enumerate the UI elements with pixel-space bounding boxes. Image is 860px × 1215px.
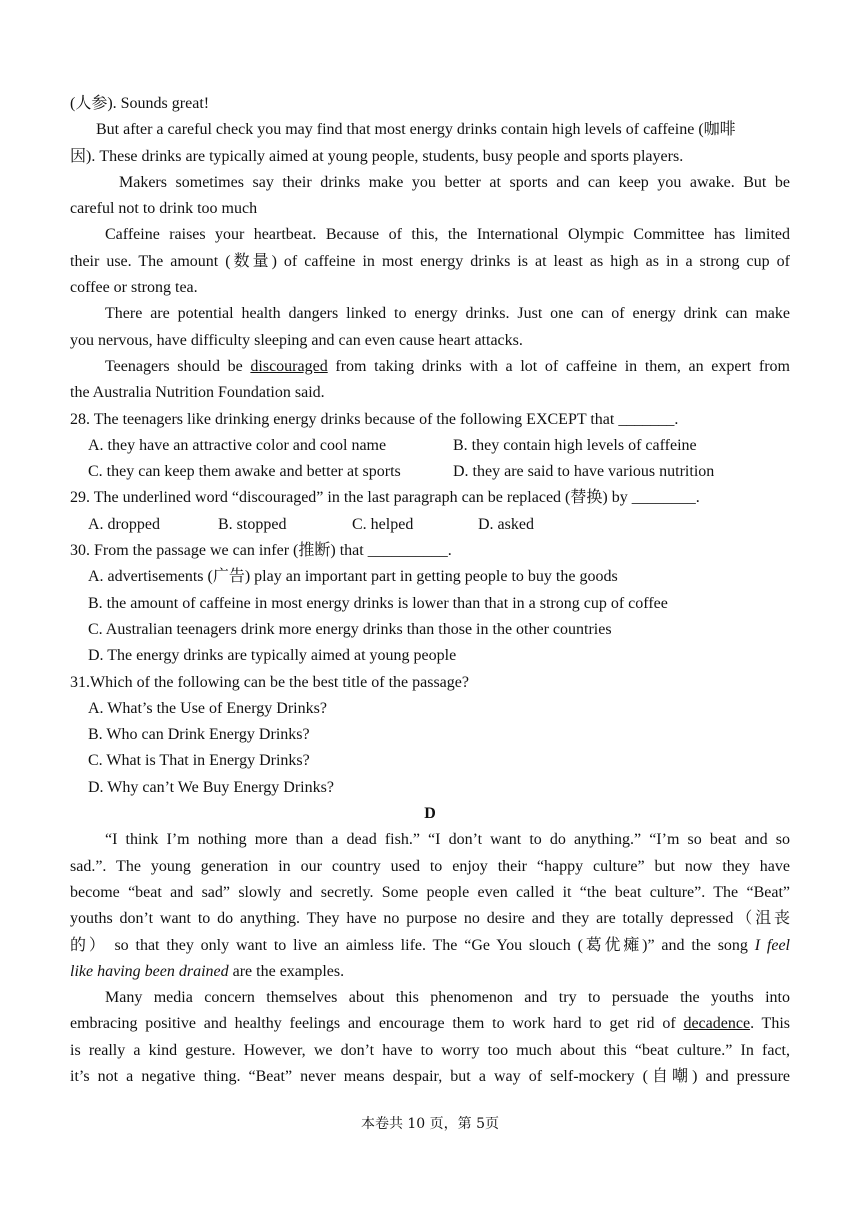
passage-text: . This — [750, 1015, 791, 1033]
option: A. What’s the Use of Energy Drinks? — [88, 699, 327, 717]
option-row — [70, 512, 790, 538]
option: A. they have an attractive color and cool name — [88, 436, 387, 454]
passage-d-line: Many media concern themselves about this phenomenon and try to persuade the youths into — [105, 989, 790, 1007]
passage-c-line: Caffeine raises your heartbeat. Because of this, the International Olympic Committee has limited — [105, 226, 790, 244]
passage-text: 的） so that they only want to live an aimless life. The “Ge You slouch (葛优瘫)” and the song — [70, 936, 755, 954]
question-stem: 30. From the passage we can infer (推断) that __________. — [70, 542, 452, 560]
passage-c-line: (人参). Sounds great! — [70, 95, 210, 112]
passage-c-line: Makers sometimes say their drinks make you better at sports and can keep you awake. But be — [119, 173, 790, 191]
question-stem: 29. The underlined word “discouraged” in the last paragraph can be replaced (替换) by ________. — [70, 489, 700, 507]
passage-c-line — [70, 354, 790, 380]
passage-text: Teenagers should be — [105, 357, 251, 375]
option-row — [70, 433, 790, 459]
underlined-word: decadence — [683, 1015, 751, 1033]
question-stem: 31.Which of the following can be the best title of the passage? — [70, 673, 469, 691]
option: D. The energy drinks are typically aimed at young people — [88, 647, 457, 665]
passage-c-line: There are potential health dangers linked to energy drinks. Just one can of energy drink can make — [105, 305, 790, 323]
passage-text: embracing positive and healthy feelings and encourage them to work hard to get rid of — [70, 1015, 684, 1033]
passage-d-line: youths don’t want to do anything. They have no purpose no desire and they are totally depressed（沮丧 — [70, 910, 790, 928]
option: B. Who can Drink Energy Drinks? — [88, 726, 310, 744]
passage-c-line: the Australia Nutrition Foundation said. — [70, 384, 325, 402]
question-stem: 28. The teenagers like drinking energy drinks because of the following EXCEPT that _______. — [70, 410, 679, 428]
passage-d-line: is really a kind gesture. However, we don’t have to worry too much about this “beat culture.” In fact, — [70, 1041, 790, 1059]
page-footer: 本卷共 10 页，第 5页 — [360, 1116, 500, 1132]
option: B. they contain high levels of caffeine — [453, 436, 697, 454]
option: B. stopped — [218, 515, 287, 533]
passage-text: from taking drinks with a lot of caffeine in them, an expert from — [327, 357, 791, 375]
section-heading: D — [424, 805, 436, 823]
passage-d-line — [70, 1011, 790, 1037]
passage-c-line: coffee or strong tea. — [70, 279, 198, 297]
option: C. What is That in Energy Drinks? — [88, 752, 310, 770]
passage-d-line: become “beat and sad” slowly and secretly. Some people even called it “the beat culture”. The “Beat” — [70, 883, 790, 901]
option: A. dropped — [88, 515, 160, 533]
exam-page — [70, 91, 790, 1090]
option: C. they can keep them awake and better at sports — [88, 463, 401, 481]
option-row — [70, 459, 790, 485]
passage-d-line — [70, 959, 790, 985]
passage-c-line: 因). These drinks are typically aimed at young people, students, busy people and sports players. — [70, 147, 684, 165]
song-title: like having been drained — [70, 962, 229, 980]
passage-c-line: But after a careful check you may find that most energy drinks contain high levels of caffeine (咖啡 — [96, 121, 736, 139]
passage-d-line: it’s not a negative thing. “Beat” never means despair, but a way of self-mockery (自嘲) and pressure — [70, 1067, 790, 1085]
passage-d-line — [70, 933, 790, 959]
option: C. Australian teenagers drink more energy drinks than those in the other countries — [88, 620, 612, 638]
passage-d-line: “I think I’m nothing more than a dead fish.” “I don’t want to do anything.” “I’m so beat and so — [105, 831, 790, 849]
passage-c-line: careful not to drink too much — [70, 200, 258, 218]
option: D. asked — [478, 515, 534, 533]
passage-d-line: sad.”. The young generation in our country used to enjoy their “happy culture” but now they have — [70, 857, 790, 875]
option: D. Why can’t We Buy Energy Drinks? — [88, 778, 334, 796]
option: C. helped — [352, 515, 414, 533]
passage-c-line: you nervous, have difficulty sleeping and can even cause heart attacks. — [70, 331, 523, 349]
option: A. advertisements (广告) play an important part in getting people to buy the goods — [88, 568, 618, 586]
passage-c-line: their use. The amount (数量) of caffeine in most energy drinks is at least as high as in a strong cup of — [70, 252, 790, 270]
option: B. the amount of caffeine in most energy drinks is lower than that in a strong cup of coffee — [88, 594, 668, 612]
passage-text: are the examples. — [228, 962, 345, 980]
option: D. they are said to have various nutrition — [453, 463, 715, 481]
underlined-word: discouraged — [250, 357, 328, 375]
song-title: I feel — [754, 936, 791, 954]
